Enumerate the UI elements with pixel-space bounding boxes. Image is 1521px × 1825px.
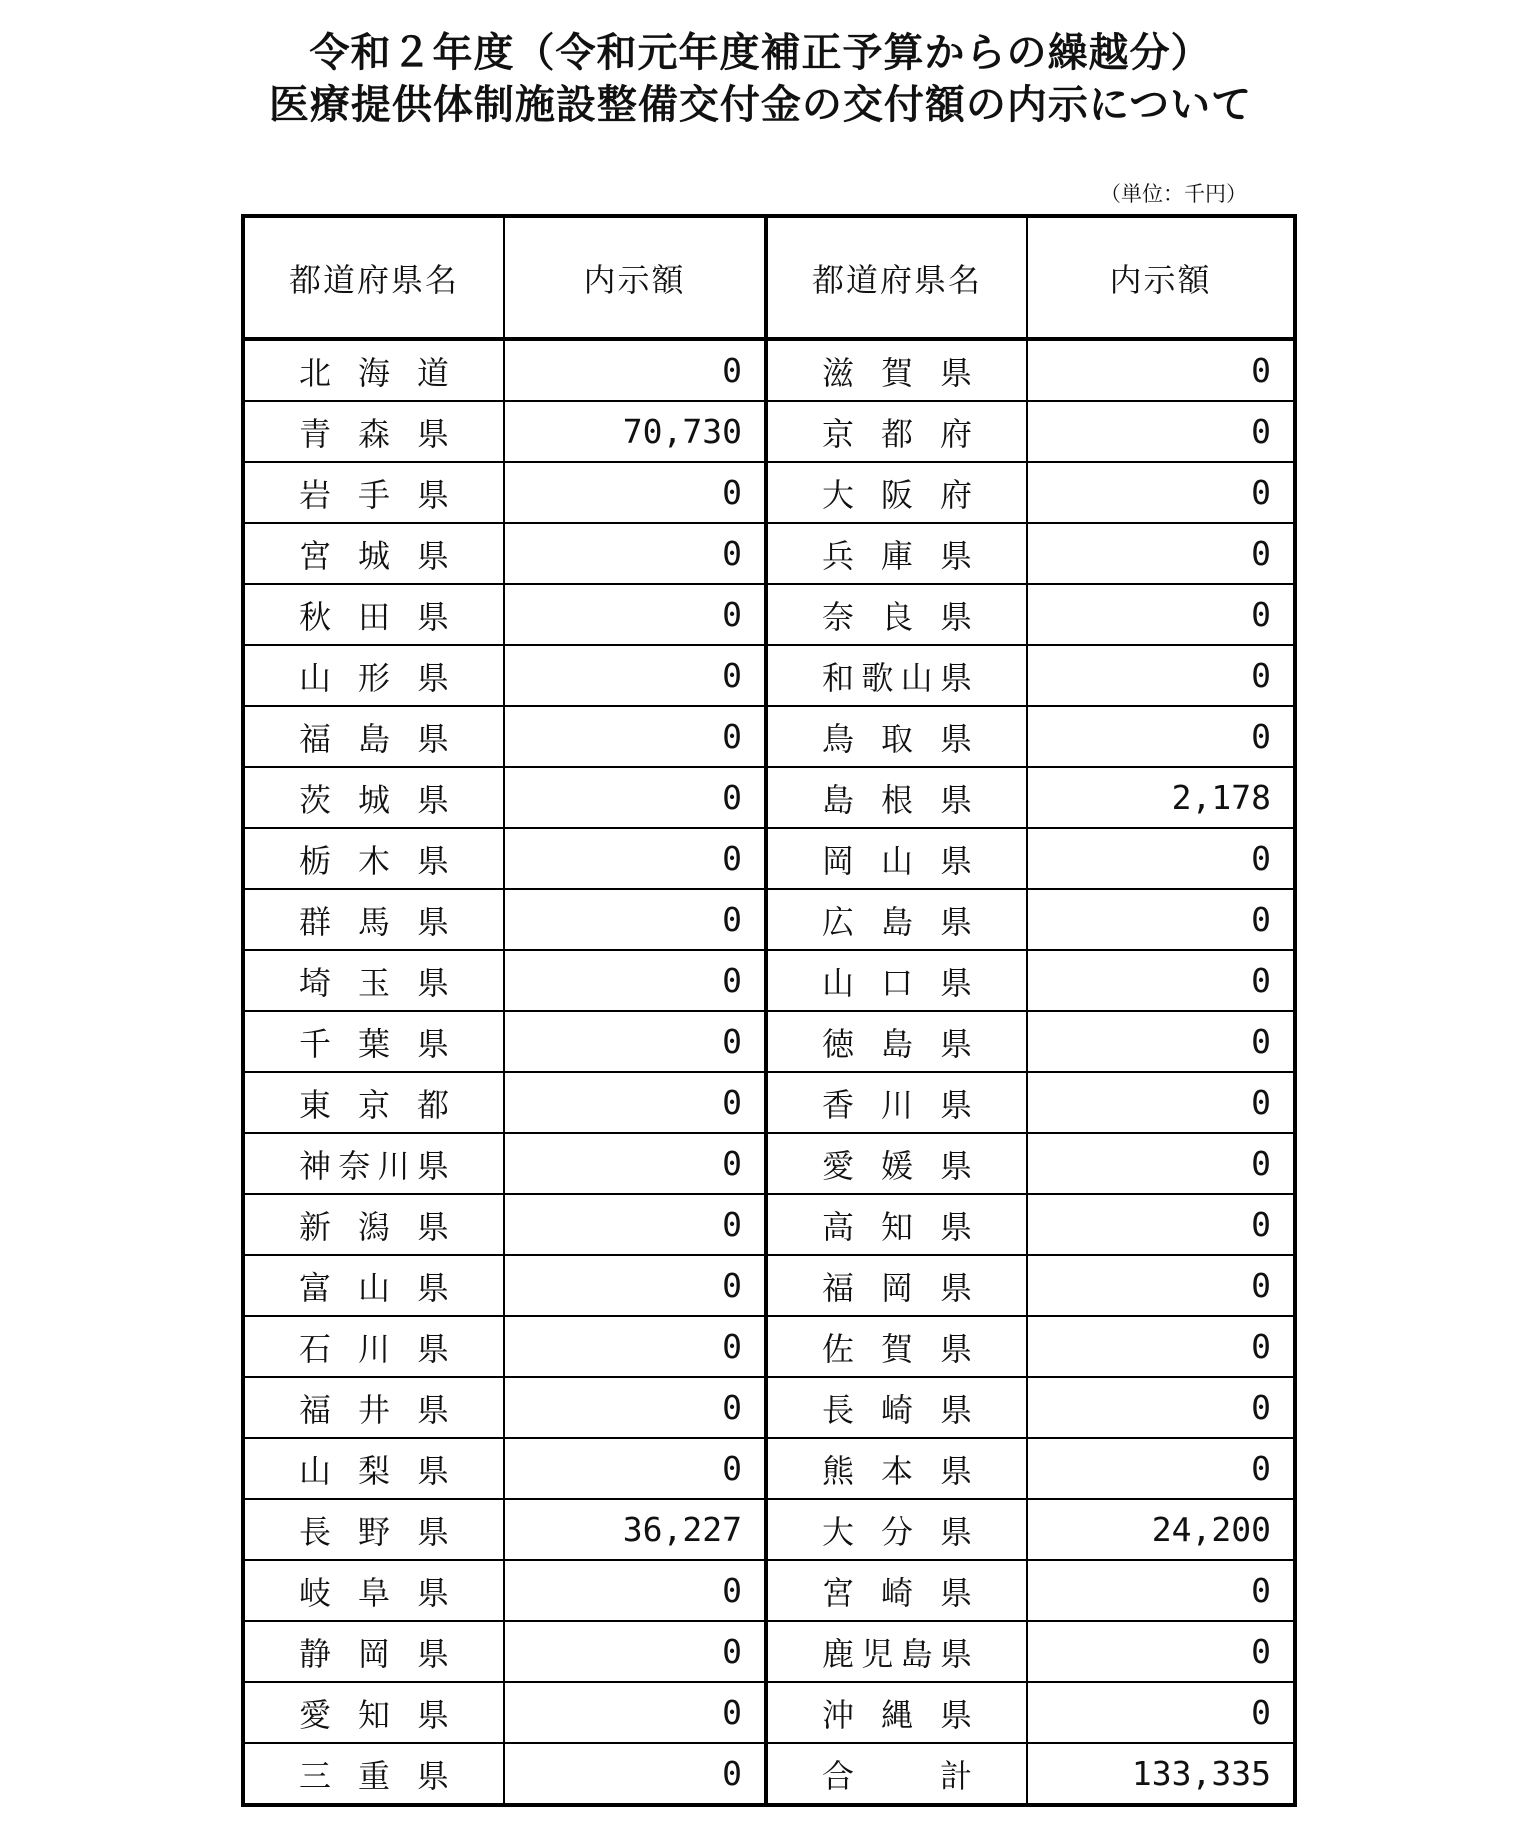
amount-right: 0 bbox=[1027, 950, 1295, 1011]
prefecture-name-right-text: 合計 bbox=[822, 1756, 972, 1795]
prefecture-name-right-text: 徳島県 bbox=[822, 1024, 972, 1063]
amount-left: 0 bbox=[504, 523, 766, 584]
document-title-line-1: 令和２年度（令和元年度補正予算からの繰越分） bbox=[309, 30, 1212, 76]
prefecture-name-right bbox=[766, 462, 1027, 523]
prefecture-name-left bbox=[243, 645, 504, 706]
prefecture-name-right bbox=[766, 1621, 1027, 1682]
prefecture-name-left bbox=[243, 1255, 504, 1316]
prefecture-name-left-text: 宮城県 bbox=[299, 536, 449, 575]
amount-left: 0 bbox=[504, 767, 766, 828]
amount-right: 133,335 bbox=[1027, 1743, 1295, 1805]
prefecture-name-left bbox=[243, 1072, 504, 1133]
amount-left: 0 bbox=[504, 1011, 766, 1072]
amount-right: 0 bbox=[1027, 1621, 1295, 1682]
prefecture-name-right bbox=[766, 950, 1027, 1011]
prefecture-name-left bbox=[243, 950, 504, 1011]
amount-right: 0 bbox=[1027, 584, 1295, 645]
table-row bbox=[243, 339, 1295, 401]
amount-left: 0 bbox=[504, 1377, 766, 1438]
prefecture-name-right-text: 愛媛県 bbox=[822, 1146, 972, 1185]
table-row bbox=[243, 462, 1295, 523]
amount-left: 0 bbox=[504, 1682, 766, 1743]
prefecture-name-left bbox=[243, 523, 504, 584]
prefecture-name-left bbox=[243, 767, 504, 828]
amount-left: 70,730 bbox=[504, 401, 766, 462]
prefecture-name-left-text: 福島県 bbox=[299, 719, 449, 758]
table-row bbox=[243, 767, 1295, 828]
prefecture-name-left-text: 東京都 bbox=[299, 1085, 449, 1124]
allocation-table bbox=[241, 214, 1297, 1807]
prefecture-name-left-text: 千葉県 bbox=[299, 1024, 449, 1063]
amount-left: 0 bbox=[504, 584, 766, 645]
amount-left: 36,227 bbox=[504, 1499, 766, 1560]
prefecture-name-left bbox=[243, 1560, 504, 1621]
prefecture-name-right-text: 沖縄県 bbox=[822, 1695, 972, 1734]
prefecture-name-left-text: 茨城県 bbox=[299, 780, 449, 819]
prefecture-name-right bbox=[766, 584, 1027, 645]
prefecture-name-left bbox=[243, 1316, 504, 1377]
amount-right: 0 bbox=[1027, 1560, 1295, 1621]
prefecture-name-left-text: 埼玉県 bbox=[299, 963, 449, 1002]
table-row bbox=[243, 1560, 1295, 1621]
header-amount-right: 内示額 bbox=[1027, 216, 1295, 339]
header-prefecture-right: 都道府県名 bbox=[766, 216, 1027, 339]
amount-right: 0 bbox=[1027, 1133, 1295, 1194]
amount-left: 0 bbox=[504, 1316, 766, 1377]
prefecture-name-right-text: 広島県 bbox=[822, 902, 972, 941]
amount-left: 0 bbox=[504, 889, 766, 950]
amount-right: 0 bbox=[1027, 462, 1295, 523]
prefecture-name-right-text: 和歌山県 bbox=[822, 658, 972, 697]
table-row bbox=[243, 828, 1295, 889]
document-title-line-2: 医療提供体制施設整備交付金の交付額の内示について bbox=[268, 82, 1253, 128]
table-row bbox=[243, 950, 1295, 1011]
prefecture-name-left-text: 福井県 bbox=[299, 1390, 449, 1429]
amount-left: 0 bbox=[504, 462, 766, 523]
prefecture-name-right-text: 長崎県 bbox=[822, 1390, 972, 1429]
prefecture-name-right-text: 奈良県 bbox=[822, 597, 972, 636]
prefecture-name-left-text: 長野県 bbox=[299, 1512, 449, 1551]
prefecture-name-left-text: 青森県 bbox=[299, 414, 449, 453]
prefecture-name-right-text: 高知県 bbox=[822, 1207, 972, 1246]
table-row bbox=[243, 1133, 1295, 1194]
amount-right: 24,200 bbox=[1027, 1499, 1295, 1560]
table-row bbox=[243, 889, 1295, 950]
amount-left: 0 bbox=[504, 645, 766, 706]
amount-left: 0 bbox=[504, 828, 766, 889]
prefecture-name-left-text: 岐阜県 bbox=[299, 1573, 449, 1612]
prefecture-name-left bbox=[243, 889, 504, 950]
prefecture-name-right bbox=[766, 1194, 1027, 1255]
prefecture-name-right bbox=[766, 1499, 1027, 1560]
amount-left: 0 bbox=[504, 1255, 766, 1316]
table-row bbox=[243, 1499, 1295, 1560]
prefecture-name-left-text: 富山県 bbox=[299, 1268, 449, 1307]
prefecture-name-right bbox=[766, 339, 1027, 401]
amount-right: 0 bbox=[1027, 889, 1295, 950]
prefecture-name-right-text: 山口県 bbox=[822, 963, 972, 1002]
table-row bbox=[243, 1682, 1295, 1743]
prefecture-name-left bbox=[243, 339, 504, 401]
prefecture-name-left bbox=[243, 1682, 504, 1743]
prefecture-name-right bbox=[766, 889, 1027, 950]
prefecture-name-left-text: 北海道 bbox=[299, 353, 449, 392]
prefecture-name-right bbox=[766, 1682, 1027, 1743]
prefecture-name-left-text: 山形県 bbox=[299, 658, 449, 697]
prefecture-name-right-text: 熊本県 bbox=[822, 1451, 972, 1490]
prefecture-name-right-text: 兵庫県 bbox=[822, 536, 972, 575]
amount-left: 0 bbox=[504, 1560, 766, 1621]
table-header-row bbox=[243, 216, 1295, 339]
amount-right: 2,178 bbox=[1027, 767, 1295, 828]
prefecture-name-right-text: 京都府 bbox=[822, 414, 972, 453]
prefecture-name-left-text: 秋田県 bbox=[299, 597, 449, 636]
amount-right: 0 bbox=[1027, 1194, 1295, 1255]
table-row bbox=[243, 706, 1295, 767]
prefecture-name-right-text: 福岡県 bbox=[822, 1268, 972, 1307]
prefecture-name-left bbox=[243, 1743, 504, 1805]
amount-left: 0 bbox=[504, 339, 766, 401]
prefecture-name-right bbox=[766, 523, 1027, 584]
prefecture-name-right-text: 大阪府 bbox=[822, 475, 972, 514]
prefecture-name-right bbox=[766, 1316, 1027, 1377]
prefecture-name-left bbox=[243, 1377, 504, 1438]
prefecture-name-right bbox=[766, 1011, 1027, 1072]
prefecture-name-right bbox=[766, 1560, 1027, 1621]
prefecture-name-right-text: 宮崎県 bbox=[822, 1573, 972, 1612]
amount-right: 0 bbox=[1027, 706, 1295, 767]
amount-right: 0 bbox=[1027, 1682, 1295, 1743]
amount-right: 0 bbox=[1027, 1011, 1295, 1072]
prefecture-name-left-text: 岩手県 bbox=[299, 475, 449, 514]
prefecture-name-right-text: 佐賀県 bbox=[822, 1329, 972, 1368]
prefecture-name-left-text: 神奈川県 bbox=[299, 1146, 449, 1185]
table-row bbox=[243, 1194, 1295, 1255]
prefecture-name-right bbox=[766, 645, 1027, 706]
prefecture-name-left bbox=[243, 1499, 504, 1560]
amount-left: 0 bbox=[504, 1621, 766, 1682]
amount-left: 0 bbox=[504, 950, 766, 1011]
table-body bbox=[243, 339, 1295, 1805]
prefecture-name-right-text: 大分県 bbox=[822, 1512, 972, 1551]
prefecture-name-left bbox=[243, 1194, 504, 1255]
amount-right: 0 bbox=[1027, 401, 1295, 462]
prefecture-name-right bbox=[766, 401, 1027, 462]
table-row bbox=[243, 1255, 1295, 1316]
prefecture-name-right-text: 香川県 bbox=[822, 1085, 972, 1124]
table-row bbox=[243, 523, 1295, 584]
prefecture-name-left bbox=[243, 1621, 504, 1682]
prefecture-name-right bbox=[766, 1255, 1027, 1316]
prefecture-name-left bbox=[243, 401, 504, 462]
table-row bbox=[243, 401, 1295, 462]
amount-right: 0 bbox=[1027, 339, 1295, 401]
prefecture-name-right bbox=[766, 1743, 1027, 1805]
prefecture-name-right bbox=[766, 706, 1027, 767]
prefecture-name-right bbox=[766, 767, 1027, 828]
prefecture-name-right bbox=[766, 1438, 1027, 1499]
amount-right: 0 bbox=[1027, 828, 1295, 889]
unit-note: （単位：千円） bbox=[1100, 182, 1247, 206]
prefecture-name-left-text: 三重県 bbox=[299, 1756, 449, 1795]
table-row bbox=[243, 1743, 1295, 1805]
table-row bbox=[243, 1377, 1295, 1438]
prefecture-name-right bbox=[766, 1377, 1027, 1438]
prefecture-name-right-text: 島根県 bbox=[822, 780, 972, 819]
amount-right: 0 bbox=[1027, 1377, 1295, 1438]
prefecture-name-left-text: 静岡県 bbox=[299, 1634, 449, 1673]
amount-right: 0 bbox=[1027, 645, 1295, 706]
amount-right: 0 bbox=[1027, 1255, 1295, 1316]
amount-left: 0 bbox=[504, 1072, 766, 1133]
prefecture-name-right-text: 滋賀県 bbox=[822, 353, 972, 392]
amount-right: 0 bbox=[1027, 1438, 1295, 1499]
amount-left: 0 bbox=[504, 1194, 766, 1255]
table-row bbox=[243, 1438, 1295, 1499]
prefecture-name-left bbox=[243, 462, 504, 523]
prefecture-name-left-text: 山梨県 bbox=[299, 1451, 449, 1490]
prefecture-name-right bbox=[766, 1072, 1027, 1133]
prefecture-name-left bbox=[243, 1011, 504, 1072]
prefecture-name-left-text: 群馬県 bbox=[299, 902, 449, 941]
prefecture-name-right-text: 岡山県 bbox=[822, 841, 972, 880]
table-row bbox=[243, 1072, 1295, 1133]
prefecture-name-left bbox=[243, 706, 504, 767]
amount-left: 0 bbox=[504, 706, 766, 767]
amount-left: 0 bbox=[504, 1438, 766, 1499]
prefecture-name-left bbox=[243, 828, 504, 889]
amount-left: 0 bbox=[504, 1743, 766, 1805]
prefecture-name-left-text: 愛知県 bbox=[299, 1695, 449, 1734]
prefecture-name-right-text: 鹿児島県 bbox=[822, 1634, 972, 1673]
amount-right: 0 bbox=[1027, 1072, 1295, 1133]
table-row bbox=[243, 584, 1295, 645]
amount-left: 0 bbox=[504, 1133, 766, 1194]
prefecture-name-left-text: 新潟県 bbox=[299, 1207, 449, 1246]
header-amount-left: 内示額 bbox=[504, 216, 766, 339]
prefecture-name-right bbox=[766, 828, 1027, 889]
table-row bbox=[243, 645, 1295, 706]
prefecture-name-left bbox=[243, 1438, 504, 1499]
prefecture-name-right-text: 鳥取県 bbox=[822, 719, 972, 758]
prefecture-name-right bbox=[766, 1133, 1027, 1194]
table-row bbox=[243, 1621, 1295, 1682]
prefecture-name-left bbox=[243, 584, 504, 645]
amount-right: 0 bbox=[1027, 1316, 1295, 1377]
prefecture-name-left-text: 石川県 bbox=[299, 1329, 449, 1368]
prefecture-name-left-text: 栃木県 bbox=[299, 841, 449, 880]
prefecture-name-left bbox=[243, 1133, 504, 1194]
amount-right: 0 bbox=[1027, 523, 1295, 584]
table-row bbox=[243, 1316, 1295, 1377]
table-row bbox=[243, 1011, 1295, 1072]
header-prefecture-left: 都道府県名 bbox=[243, 216, 504, 339]
